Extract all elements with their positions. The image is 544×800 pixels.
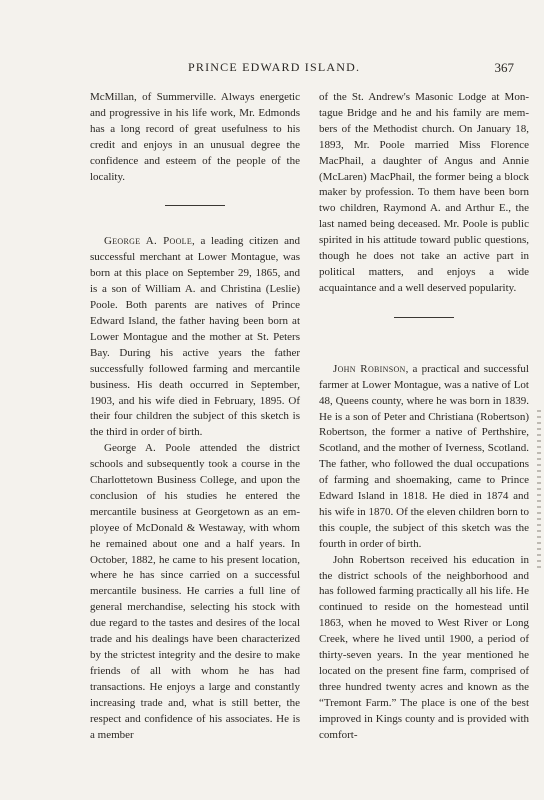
section-divider: [165, 205, 225, 206]
edmonds-continued-paragraph: McMillan, of Summerville. Always energetic and progressive in his life work, Mr. Edmonds has a long record of great usefulness to his credit and enjoys in an unusual degree the confidence and esteem of the people of the locality.: [90, 91, 300, 183]
poole-career-paragraph: George A. Poole attended the district schools and subsequently took a course in the Charlottetown Business College, and upon the conclusion of his studies he entered the mercantile business at Georgetown as an employee of McDonald & Westaway, with whom he remained about one and a half years. In October, 1882, he came to his present location, where he has since carried on a successful mercantile business. He carries a full line of general merchandise, selecting his stock with due regard to the tastes and desires of the local trade and his dealings have been characterized by the strictest integrity and the desire to make friends of all with whom he has had transactions. He enjoys a large and constantly increasing trade and, what is still better, the respect and confidence of his associates. He is a member: [90, 442, 300, 741]
right-column: [319, 90, 529, 744]
poole-name: George A. Poole: [104, 235, 193, 248]
robinson-intro-text: , a practical and successful farmer at Lower Montague, was a native of Lot 48, Queens county, where he was born in 1839. He is a son of Peter and Christiana (Robertson) Robertson, the former a native of Perthshire, Scotland, and the mother of Iverness, Scotland. The father, who followed the dual occupations of farming and shoemaking, came to Prince Edward Island in 1818. He died in 1874 and his wife in 1870. Of the eleven children born to this couple, the subject of this sketch was the fourth in order of birth.: [319, 362, 529, 550]
poole-continued-paragraph: of the St. Andrew's Masonic Lodge at Montague Bridge and he and his family are members of the Methodist church. On January 18, 1893, Mr. Poole married Miss Florence MacPhail, a daughter of Angus and Annie (McLaren) MacPhail, the former being a block maker by profession. To them have been born two children, Raymond A. and Arthur E., the last named being deceased. Mr. Poole is public spirited in his attitude toward public questions, though he does not take an active part in political matters, and enjoys a wide acquaintance and a well deserved popularity.: [319, 91, 529, 294]
running-title: PRINCE EDWARD ISLAND.: [188, 60, 361, 74]
page-header: [88, 60, 514, 76]
section-divider: [394, 317, 454, 318]
left-column: [90, 90, 300, 743]
robinson-intro-paragraph: [319, 362, 529, 553]
page-number: 367: [494, 60, 514, 75]
poole-intro-paragraph: [90, 234, 300, 441]
page-edge-marks: [537, 410, 541, 570]
poole-intro-text: , a leading citizen and successful merchant at Lower Montague, was born at this place on September 29, 1865, and is a son of William A. and Christina (Leslie) Poole. Both parents are natives of Prince Edward Island, the father having been born at Lower Montague and the mother at St. Peters Bay. During his active years the father successfully followed farming and mercantile business. His death occurred in September, 1903, and his wife died in February, 1895. Of their four children the subject of this sketch is the third in order of birth.: [90, 235, 300, 439]
robinson-name: John Robinson: [333, 362, 406, 375]
robertson-career-paragraph: John Robertson received his education in the district schools of the neighborhood and has followed farming practically all his life. He continued to reside on the homestead until 1863, when he moved to West River or Long Creek, where he lived until 1900, a period of thirty-seven years. In the year mentioned he located on the present fine farm, comprised of three hundred twenty acres and known as the “Tremont Farm.” The place is one of the best improved in Kings county and is provided with comfort-: [319, 553, 529, 741]
